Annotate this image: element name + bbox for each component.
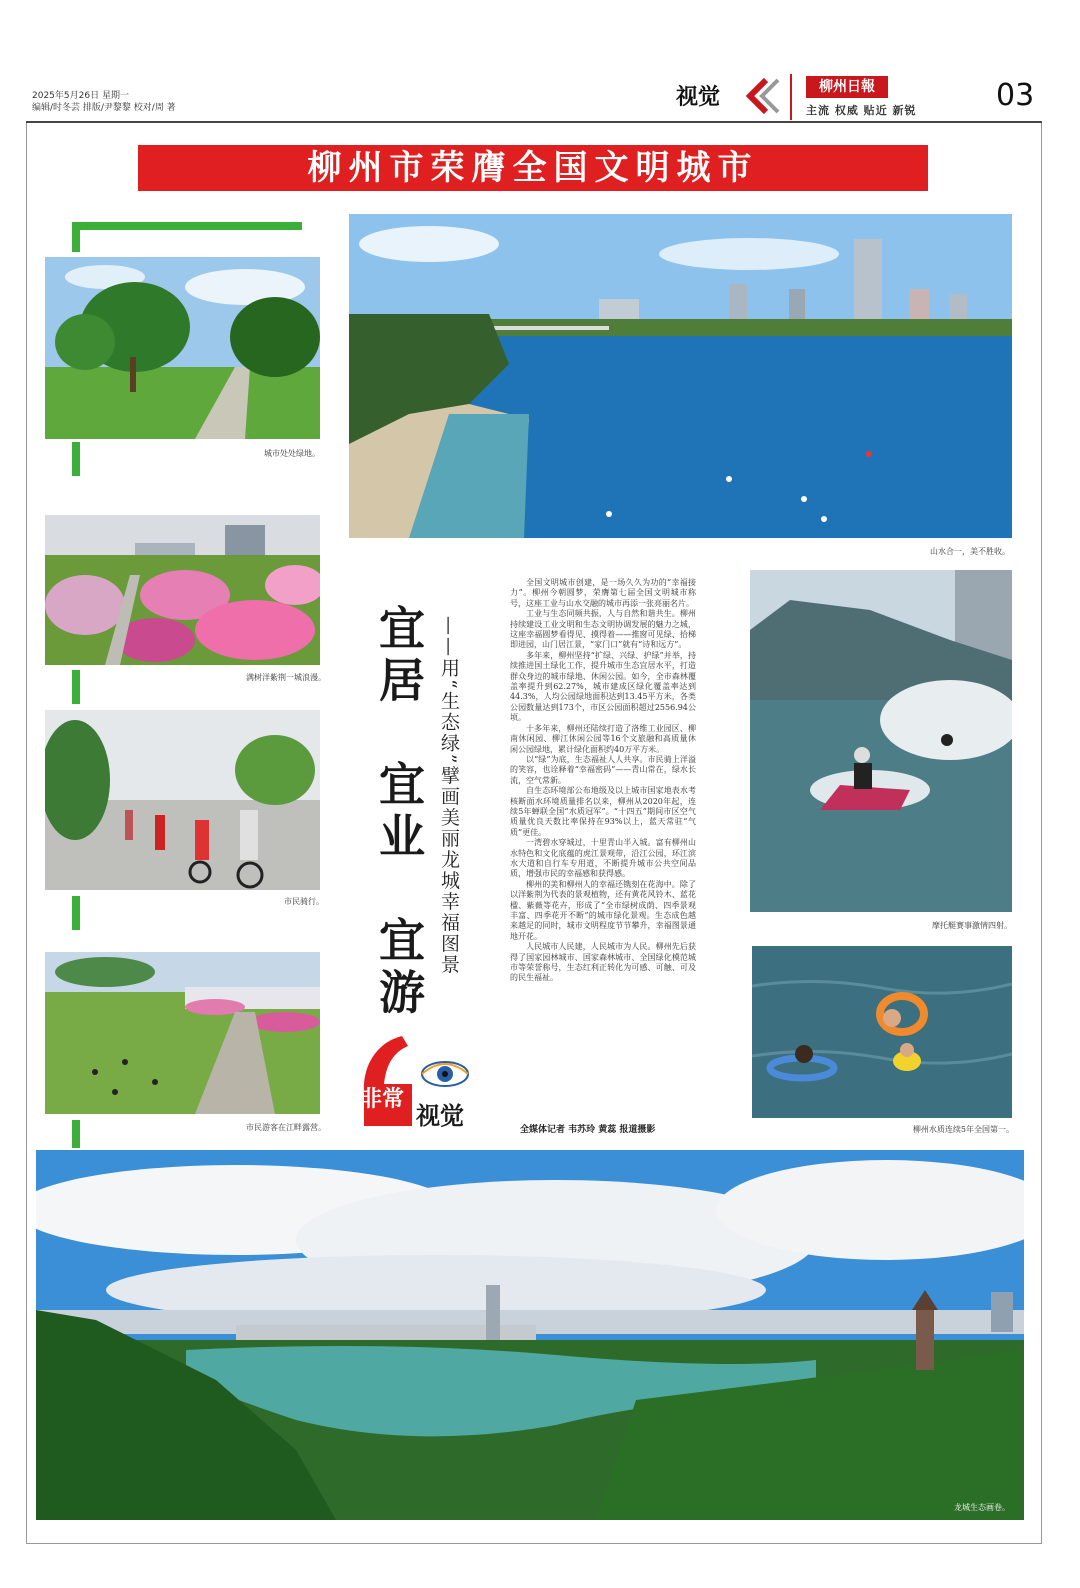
article-paragraph: 多年来，柳州坚持“扩绿、兴绿、护绿”并举，持续推进国土绿化工作，提升城市生态宜居水平，打造群众身边的城市绿地、休闲公园。如今，全市森林覆盖率提升到62.27%，城市建成区绿化覆盖率达到44.3%，人均公园绿地面积达到13.45平方米，各类公园数量达到173个，市区公园面积超过2556.94公顷。: [510, 650, 696, 723]
green-bar-1: [72, 442, 80, 476]
caption-panorama: 龙城生态画卷。: [954, 1503, 1010, 1512]
banner-title: 柳州市荣膺全国文明城市: [138, 145, 928, 191]
caption-park: 城市处处绿地。: [264, 449, 320, 458]
green-bar-2: [72, 670, 80, 704]
photo-panorama: [36, 1150, 1024, 1520]
header-divider: [790, 74, 792, 120]
photo-camping: [45, 952, 320, 1114]
section-title: 视觉: [676, 85, 721, 110]
green-bar-top-v: [72, 222, 80, 252]
article-paragraph: 十多年来，柳州还陆续打造了洛维工业园区、柳南休闲园、柳江休闲公园等16个文旅融和高质量休闲公园绿地，累计绿化面积约40万平方米。: [510, 723, 696, 754]
article-paragraph: 一湾碧水穿城过，十里青山半入城。富有柳州山水特色和文化底蕴的虎江景观带，沿江公园，环江滨水大道和自行车专用道，不断提升城市公共空间品质，增强市民的幸福感和获得感。: [510, 838, 696, 879]
caption-flowers: 满树洋紫荆一城浪漫。: [246, 673, 326, 682]
eye-icon: [420, 1060, 470, 1088]
green-bar-4: [72, 1120, 80, 1148]
photo-cyclists: [45, 710, 320, 890]
photo-river-city: [349, 214, 1012, 538]
photo-swimmers: [752, 946, 1012, 1118]
chevron-left-icon: [742, 76, 782, 116]
photo-park: [45, 257, 320, 439]
headline-line-1: 宜居: [372, 604, 426, 708]
article-body: [510, 578, 696, 984]
newspaper-logo: 柳州日報: [806, 76, 888, 98]
column-logo-text-2: 视觉: [416, 1102, 464, 1130]
article-byline: 全媒体记者 韦苏玲 黄蕊 报道摄影: [520, 1125, 656, 1135]
headline-subtitle: ——用“生态绿”擘画美丽龙城幸福图景: [438, 616, 460, 976]
article-paragraph: 以“绿”为底，生态福祉人人共享。市民骑上洋溢的笑容，也诠释着“幸福密码”——青山常在，绿水长流，空气常新。: [510, 754, 696, 785]
page-number: 03: [996, 78, 1035, 113]
caption-camping: 市民游客在江畔露营。: [246, 1123, 326, 1132]
article-paragraph: 工业与生态同频共振，人与自然和谐共生。柳州持续建设工业文明和生态文明协调发展的魅力之城，这座幸福圆梦看得见、摸得着——推窗可见绿、拾梯即进园，山门居江景，“家门口”就有“诗和远方”。: [510, 609, 696, 650]
caption-jetski: 摩托艇赛事激情四射。: [932, 921, 1012, 930]
issue-date-text: 2025年5月26日 星期一: [32, 91, 129, 101]
headline-main: [366, 604, 432, 1020]
article-paragraph: 自生态环境部公布地级及以上城市国家地表水考核断面水环境质量排名以来，柳州从2020年起，连续5年蝉联全国“水质冠军”。“十四五”期间市区空气质量优良天数比率保持在93%以上，蓝天常驻“气质”更佳。: [510, 786, 696, 837]
caption-cyclists: 市民骑行。: [284, 897, 324, 906]
green-bar-top: [72, 222, 302, 230]
caption-river-city: 山水合一，美不胜收。: [930, 547, 1010, 556]
newspaper-slogan: 主流 权威 贴近 新锐: [806, 104, 917, 117]
headline-line-2: 宜业: [372, 760, 426, 864]
caption-swimmers: 柳州水质连续5年全国第一。: [912, 1125, 1014, 1134]
green-bar-3: [72, 896, 80, 930]
photo-flowers: [45, 515, 320, 665]
quote-mark-icon: [358, 1034, 418, 1128]
issue-date: [32, 90, 176, 114]
article-paragraph: 人民城市人民建，人民城市为人民。柳州先后获得了国家园林城市、国家森林城市、全国绿化模范城市等荣誉称号，生态红利正转化为可感、可触、可及的民生福祉。: [510, 942, 696, 983]
column-logo-text-1: 非常: [360, 1087, 405, 1112]
article-paragraph: 柳州的美和柳州人的幸福还镌刻在花海中。除了以洋紫荆为代表的景观植物，还有黄花风铃木、蓝花楹、紫薇等花卉，形成了“全市绿树成荫、四季景观丰富、四季花开不断”的城市绿化景观。生态成色越来越足的同时，城市文明程度节节攀升，幸福图景通地开花。: [510, 879, 696, 941]
editor-credits: 编辑/时冬芸 排版/尹黎黎 校对/周 著: [32, 103, 176, 113]
headline-line-3: 宜游: [372, 916, 426, 1020]
photo-jetski: [750, 570, 1012, 912]
column-logo: [358, 1034, 478, 1128]
article-paragraph: 全国文明城市创建，是一场久久为功的“幸福接力”。柳州今朝圆梦，荣膺第七届全国文明城市称号，这座工业与山水交融的城市再添一张亮丽名片。: [510, 578, 696, 608]
